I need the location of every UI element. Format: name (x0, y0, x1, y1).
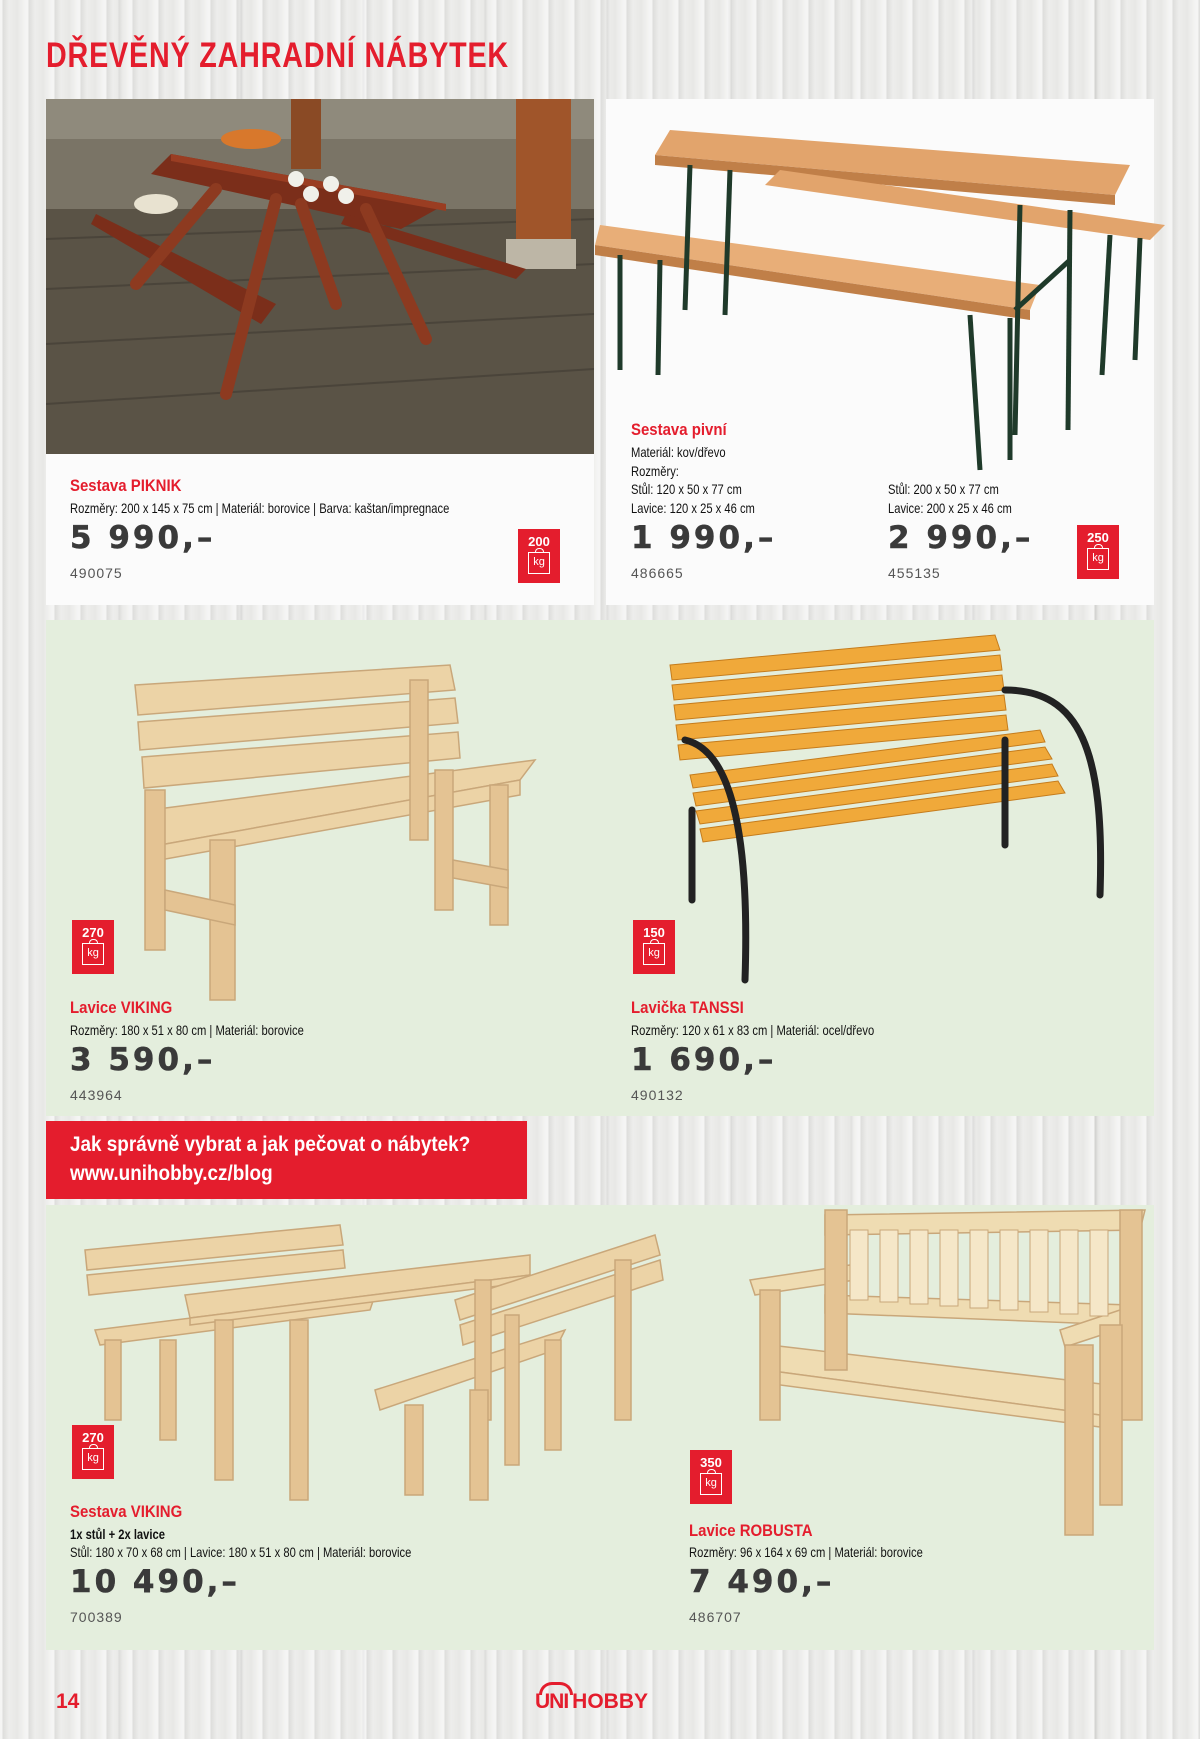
product-name-pivni: Sestava pivní (631, 420, 727, 439)
product-name-tanssi: Lavička TANSSI (631, 998, 744, 1017)
product-spec-sestava-viking: Stůl: 180 x 70 x 68 cm | Lavice: 180 x 51 x 80 cm | Materiál: borovice (70, 1544, 412, 1560)
weight-icon: kg (643, 943, 665, 965)
product-code-piknik: 490075 (70, 565, 123, 581)
weight-value: 250 (1087, 530, 1109, 545)
weight-icon: kg (82, 943, 104, 965)
product-spec-sestava-viking-bold: 1x stůl + 2x lavice (70, 1526, 165, 1542)
blog-banner-text: Jak správně vybrat a jak pečovat o nábytek? (70, 1133, 471, 1156)
product-name-robusta: Lavice ROBUSTA (689, 1521, 813, 1540)
weight-icon: kg (700, 1473, 722, 1495)
product-spec-piknik: Rozměry: 200 x 145 x 75 cm | Materiál: borovice | Barva: kaštan/impregnace (70, 500, 450, 516)
blog-banner-link[interactable]: www.unihobby.cz/blog (70, 1162, 273, 1185)
product-code-pivni-a: 486665 (631, 565, 684, 581)
product-name-sestava-viking: Sestava VIKING (70, 1502, 183, 1521)
product-name-lavice-viking: Lavice VIKING (70, 998, 173, 1017)
product-spec-pivni-1: Materiál: kov/dřevo (631, 444, 726, 460)
product-spec-tanssi: Rozměry: 120 x 61 x 83 cm | Materiál: ocel/dřevo (631, 1022, 875, 1038)
product-code-lavice-viking: 443964 (70, 1087, 123, 1103)
product-price-lavice-viking: 3 590,– (70, 1042, 216, 1078)
weight-icon: kg (82, 1448, 104, 1470)
product-code-sestava-viking: 700389 (70, 1609, 123, 1625)
product-code-tanssi: 490132 (631, 1087, 684, 1103)
weight-value: 350 (700, 1455, 722, 1470)
weight-badge-lavice-viking (72, 920, 114, 974)
weight-value: 150 (643, 925, 665, 940)
weight-value: 270 (82, 1430, 104, 1445)
page-title: DŘEVĚNÝ ZAHRADNÍ NÁBYTEK (46, 36, 509, 75)
weight-icon: kg (528, 552, 550, 574)
product-price-robusta: 7 490,– (689, 1564, 835, 1600)
product-photo-piknik (46, 99, 594, 454)
product-spec-robusta: Rozměry: 96 x 164 x 69 cm | Materiál: borovice (689, 1544, 923, 1560)
product-spec-pivni-4: Lavice: 120 x 25 x 46 cm (631, 500, 755, 516)
product-price-pivni-b: 2 990,– (888, 520, 1034, 556)
logo-uni: UNI (535, 1684, 568, 1714)
blog-banner[interactable] (46, 1121, 527, 1199)
product-spec-pivni-b-1: Stůl: 200 x 50 x 77 cm (888, 481, 999, 497)
product-photo-tanssi (660, 630, 1120, 990)
product-spec-pivni-3: Stůl: 120 x 50 x 77 cm (631, 481, 742, 497)
weight-badge-robusta (690, 1450, 732, 1504)
weight-value: 200 (528, 534, 550, 549)
product-spec-pivni-2: Rozměry: (631, 463, 679, 479)
product-photo-sestava-viking (75, 1220, 665, 1520)
unihobby-logo (535, 1684, 648, 1714)
logo-hobby: HOBBY (572, 1690, 649, 1713)
weight-value: 270 (82, 925, 104, 940)
product-name-piknik: Sestava PIKNIK (70, 476, 182, 495)
product-spec-pivni-b-2: Lavice: 200 x 25 x 46 cm (888, 500, 1012, 516)
product-price-pivni-a: 1 990,– (631, 520, 777, 556)
product-spec-lavice-viking: Rozměry: 180 x 51 x 80 cm | Materiál: borovice (70, 1022, 304, 1038)
product-price-sestava-viking: 10 490,– (70, 1564, 240, 1600)
page-number: 14 (56, 1690, 80, 1713)
weight-icon: kg (1087, 548, 1109, 570)
product-code-pivni-b: 455135 (888, 565, 941, 581)
product-code-robusta: 486707 (689, 1609, 742, 1625)
product-price-tanssi: 1 690,– (631, 1042, 777, 1078)
weight-badge-pivni (1077, 525, 1119, 579)
weight-badge-sestava-viking (72, 1425, 114, 1479)
product-photo-lavice-viking (120, 660, 550, 1005)
weight-badge-tanssi (633, 920, 675, 974)
product-price-piknik: 5 990,– (70, 520, 216, 556)
product-photo-robusta (730, 1205, 1150, 1540)
weight-badge-piknik (518, 529, 560, 583)
